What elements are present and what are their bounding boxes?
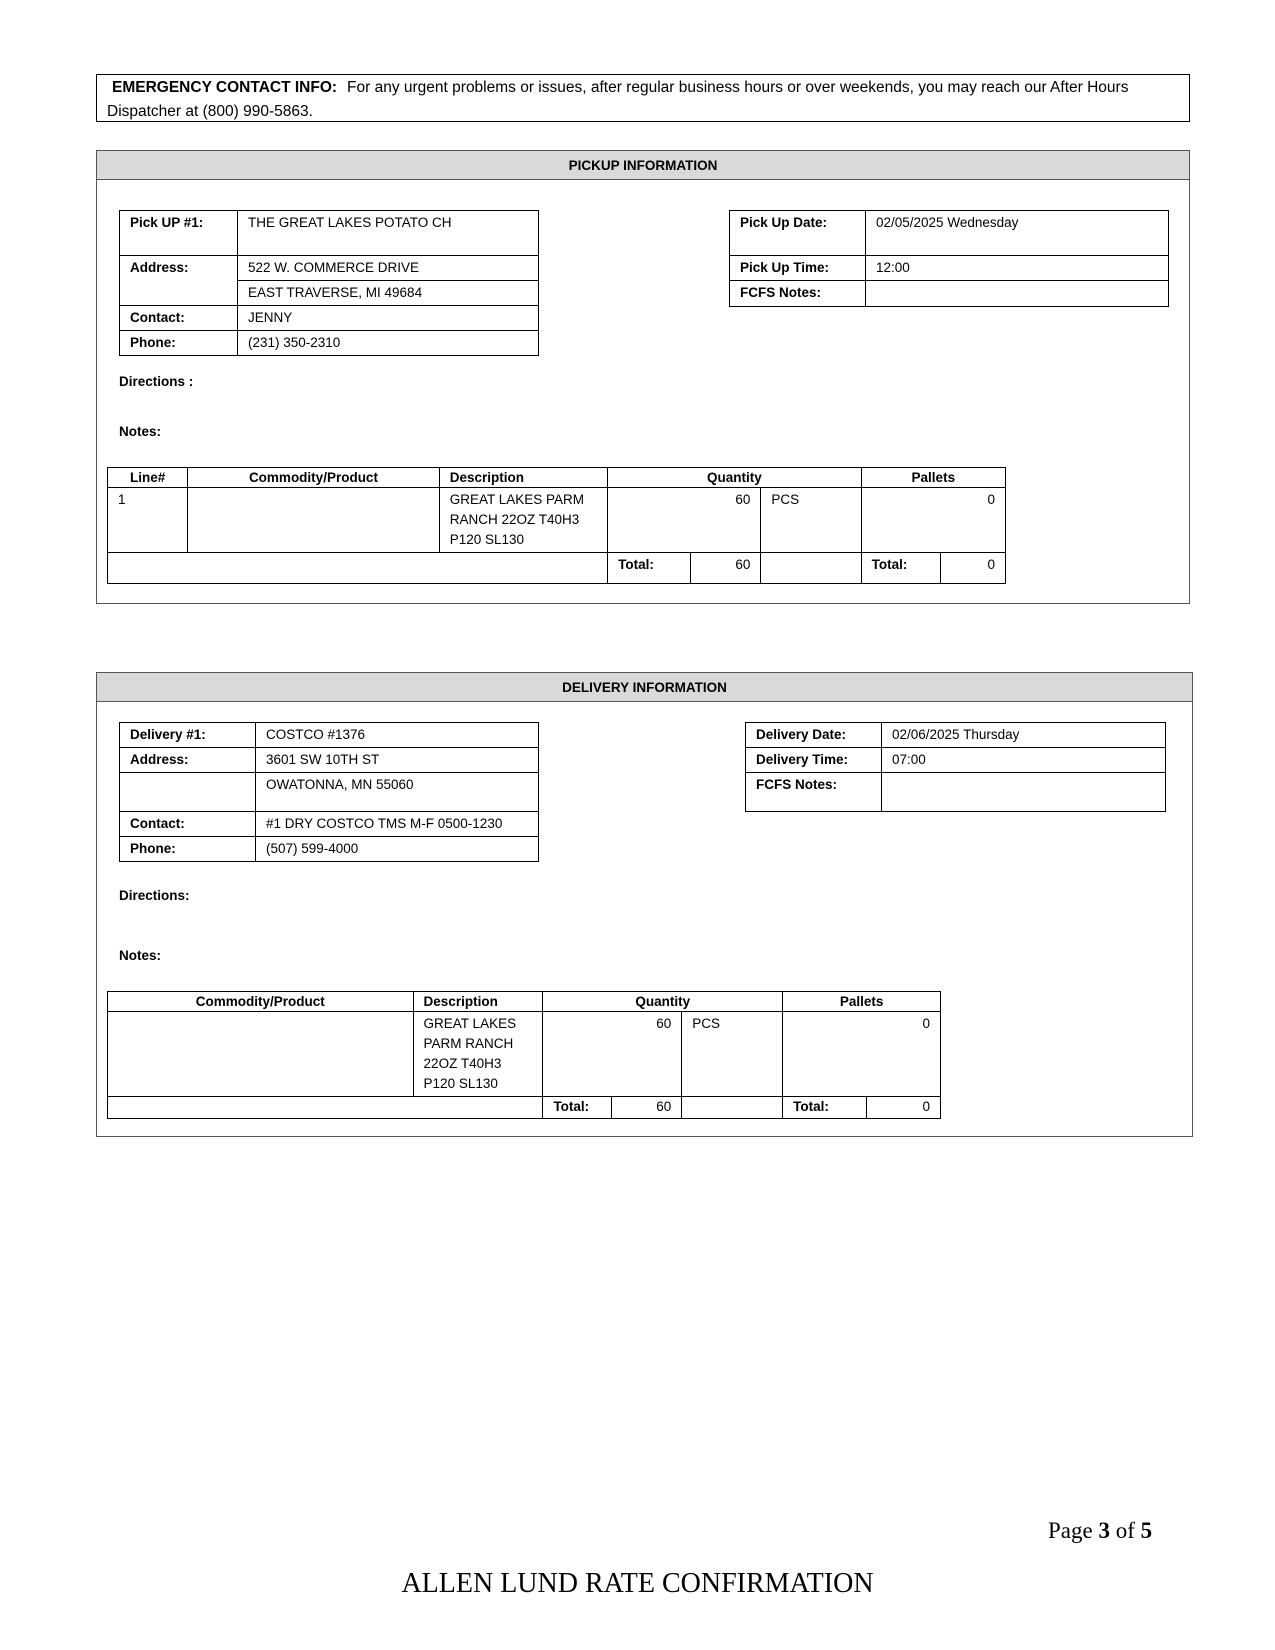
row-description: GREAT LAKES PARM RANCH 22OZ T40H3 P120 SL130	[439, 488, 607, 553]
delivery-section	[96, 672, 1193, 1137]
delivery-fcfs-value	[882, 773, 1166, 812]
delivery-contact-value: #1 DRY COSTCO TMS M-F 0500-1230	[256, 812, 539, 837]
total-pallets: 0	[940, 553, 1005, 584]
page-total: 5	[1140, 1518, 1153, 1543]
delivery-location-table	[119, 722, 539, 862]
delivery-commodity-table	[107, 991, 941, 1119]
col-line: Line#	[108, 468, 188, 488]
pickup-notes-label: Notes:	[119, 424, 162, 439]
pickup-contact-value: JENNY	[238, 306, 539, 331]
pickup-address-line2: EAST TRAVERSE, MI 49684	[238, 281, 539, 306]
delivery-phone-label: Phone:	[120, 837, 256, 862]
delivery-stop-name: COSTCO #1376	[256, 723, 539, 748]
delivery-stop-label: Delivery #1:	[120, 723, 256, 748]
total-qty: 60	[691, 553, 761, 584]
pickup-fcfs-label: FCFS Notes:	[730, 281, 866, 307]
pickup-location-table	[119, 210, 539, 356]
page-current: 3	[1098, 1518, 1110, 1543]
delivery-contact-label: Contact:	[120, 812, 256, 837]
col-commodity: Commodity/Product	[188, 468, 440, 488]
pickup-address-line1: 522 W. COMMERCE DRIVE	[238, 256, 539, 281]
delivery-phone-value: (507) 599-4000	[256, 837, 539, 862]
delivery-directions-label: Directions:	[119, 888, 190, 903]
row-qty: 60	[608, 488, 761, 553]
pickup-contact-label: Contact:	[120, 306, 238, 331]
pickup-date-label: Pick Up Date:	[730, 211, 866, 256]
col-description: Description	[439, 468, 607, 488]
delivery-address-label: Address:	[120, 748, 256, 773]
delivery-time-value: 07:00	[882, 748, 1166, 773]
pickup-commodity-table	[107, 467, 1006, 584]
pickup-section	[96, 150, 1190, 604]
row-unit: PCS	[761, 488, 861, 553]
col-pallets: Pallets	[861, 468, 1005, 488]
pickup-phone-value: (231) 350-2310	[238, 331, 539, 356]
delivery-address-line1: 3601 SW 10TH ST	[256, 748, 539, 773]
total-label: Total:	[543, 1097, 612, 1119]
row-pallets: 0	[783, 1012, 941, 1097]
delivery-time-label: Delivery Time:	[746, 748, 882, 773]
document-title: ALLEN LUND RATE CONFIRMATION	[401, 1568, 874, 1599]
total-pallets: 0	[867, 1097, 941, 1119]
delivery-date-label: Delivery Date:	[746, 723, 882, 748]
emergency-contact-box	[96, 74, 1190, 122]
pickup-stop-label: Pick UP #1:	[120, 211, 238, 256]
total-qty: 60	[612, 1097, 682, 1119]
row-description: GREAT LAKES PARM RANCH 22OZ T40H3 P120 SL130	[413, 1012, 543, 1097]
delivery-notes-label: Notes:	[119, 948, 162, 963]
total-pallets-label: Total:	[861, 553, 940, 584]
delivery-address-line2: OWATONNA, MN 55060	[256, 773, 539, 812]
row-unit: PCS	[682, 1012, 783, 1097]
pickup-phone-label: Phone:	[120, 331, 238, 356]
row-qty: 60	[543, 1012, 682, 1097]
emergency-text: For any urgent problems or issues, after regular business hours or over weekends, you may reach our After Hours Dispatcher at (800) 990-5863.	[107, 79, 1129, 120]
col-quantity: Quantity	[608, 468, 862, 488]
delivery-header: DELIVERY INFORMATION	[97, 673, 1192, 702]
col-commodity: Commodity/Product	[108, 992, 414, 1012]
col-pallets: Pallets	[783, 992, 941, 1012]
pickup-time-label: Pick Up Time:	[730, 256, 866, 281]
pickup-fcfs-value	[866, 281, 1169, 307]
pickup-header: PICKUP INFORMATION	[97, 151, 1189, 180]
pickup-directions-label: Directions :	[119, 374, 194, 389]
total-pallets-label: Total:	[783, 1097, 867, 1119]
table-row: 1 GREAT LAKES PARM RANCH 22OZ T40H3 P120 SL130 60 PCS 0	[108, 488, 1006, 553]
delivery-schedule-table	[745, 722, 1166, 812]
col-description: Description	[413, 992, 543, 1012]
pickup-address-label: Address:	[120, 256, 238, 281]
col-quantity: Quantity	[543, 992, 783, 1012]
pickup-stop-name: THE GREAT LAKES POTATO CH	[238, 211, 539, 256]
emergency-label: EMERGENCY CONTACT INFO:	[112, 79, 338, 96]
total-label: Total:	[608, 553, 691, 584]
row-pallets: 0	[861, 488, 1005, 553]
page-number: Page 3 of 5	[1048, 1518, 1153, 1543]
pickup-date-value: 02/05/2025 Wednesday	[866, 211, 1169, 256]
table-row	[108, 1012, 941, 1097]
delivery-fcfs-label: FCFS Notes:	[746, 773, 882, 812]
pickup-time-value: 12:00	[866, 256, 1169, 281]
pickup-schedule-table	[729, 210, 1169, 307]
delivery-date-value: 02/06/2025 Thursday	[882, 723, 1166, 748]
